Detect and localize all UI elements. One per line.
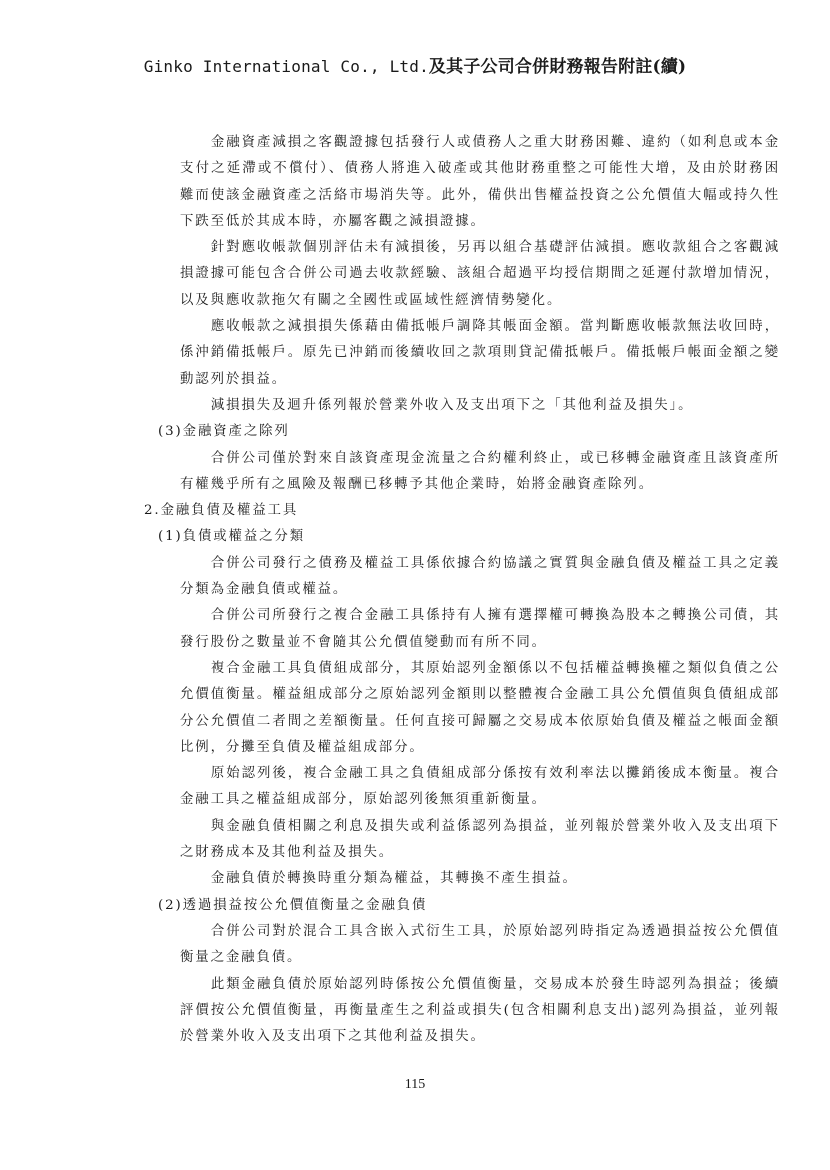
- page-number: 115: [404, 1077, 426, 1092]
- heading-fvtpl-liabilities: (2)透過損益按公允價值衡量之金融負債: [158, 897, 428, 913]
- paragraph-receivables-group: 針對應收帳款個別評估未有減損後，另再以組合基礎評估減損。應收款組合之客觀減損證據可能包含合併公司過去收款經驗、該組合超過平均授信期間之延遲付款增加情況，以及與應收款拖欠有關之全國性或區域性經濟情勢變化。: [180, 240, 780, 308]
- paragraph-classification-2: 合併公司所發行之複合金融工具係持有人擁有選擇權可轉換為股本之轉換公司債，其發行股份之數量並不會隨其公允價值變動而有所不同。: [180, 608, 780, 650]
- heading-derecognition: (3)金融資產之除列: [158, 424, 290, 440]
- paragraph-classification-1: 合併公司發行之債務及權益工具係依據合約協議之實質與金融負債及權益工具之定義分類為金融負債或權益。: [180, 555, 780, 598]
- paragraph-allowance-account: 應收帳款之減損損失係藉由備抵帳戶調降其帳面金額。當判斷應收帳款無法收回時，係沖銷備抵帳戶。原先已沖銷而後續收回之款項則貸記備抵帳戶。備抵帳戶帳面金額之變動認列於損益。: [180, 319, 780, 387]
- heading-classification: (1)負債或權益之分類: [158, 529, 305, 545]
- header-company-name: Ginko International Co., Ltd.: [143, 57, 429, 76]
- paragraph-fvtpl-1: 合併公司對於混合工具含嵌入式衍生工具，於原始認列時指定為透過損益按公允價值衡量之金融負債。: [180, 923, 780, 966]
- paragraph-derecognition: 合併公司僅於對來自該資產現金流量之合約權利終止，或已移轉金融資產且該資產所有權幾乎所有之風險及報酬已移轉予其他企業時，始將金融資產除列。: [180, 450, 780, 492]
- page-header: [0, 52, 830, 77]
- document-body: [140, 130, 780, 1050]
- paragraph-classification-6: 金融負債於轉換時重分類為權益，其轉換不產生損益。: [210, 871, 578, 887]
- paragraph-classification-5: 與金融負債相關之利息及損失或利益係認列為損益，並列報於營業外收入及支出項下之財務成本及其他利益及損失。: [180, 818, 780, 861]
- heading-liabilities-equity: 2.金融負債及權益工具: [144, 503, 299, 519]
- header-report-title: 及其子公司合併財務報告附註(續): [428, 57, 687, 77]
- paragraph-impairment-reporting: 減損損失及迴升係列報於營業外收入及支出項下之「其他利益及損失」。: [210, 397, 694, 413]
- paragraph-classification-3: 複合金融工具負債組成部分，其原始認列金額係以不包括權益轉換權之類似負債之公允價值衡量。權益組成部分之原始認列金額則以整體複合金融工具公允價值與負債組成部分公允價值二者間之差額衡量。任何直接可歸屬之交易成本依原始負債及權益之帳面金額比例，分攤至負債及權益組成部分。: [180, 660, 780, 755]
- paragraph-fvtpl-2: 此類金融負債於原始認列時係按公允價值衡量，交易成本於發生時認列為損益；後續評價按公允價值衡量，再衡量產生之利益或損失(包含相關利息支出)認列為損益，並列報於營業外收入及支出項下之其他利益及損失。: [180, 976, 780, 1045]
- paragraph-impairment-evidence: 金融資產減損之客觀證據包括發行人或債務人之重大財務困難、違約（如利息或本金支付之延滯或不償付）、債務人將進入破產或其他財務重整之可能性大增，及由於財務困難而使該金融資產之活絡市場消失等。此外，備供出售權益投資之公允價值大幅或持久性下跌至低於其成本時，亦屬客觀之減損證據。: [180, 135, 780, 229]
- paragraph-classification-4: 原始認列後，複合金融工具之負債組成部分係按有效利率法以攤銷後成本衡量。複合金融工具之權益組成部分，原始認列後無須重新衡量。: [180, 766, 780, 808]
